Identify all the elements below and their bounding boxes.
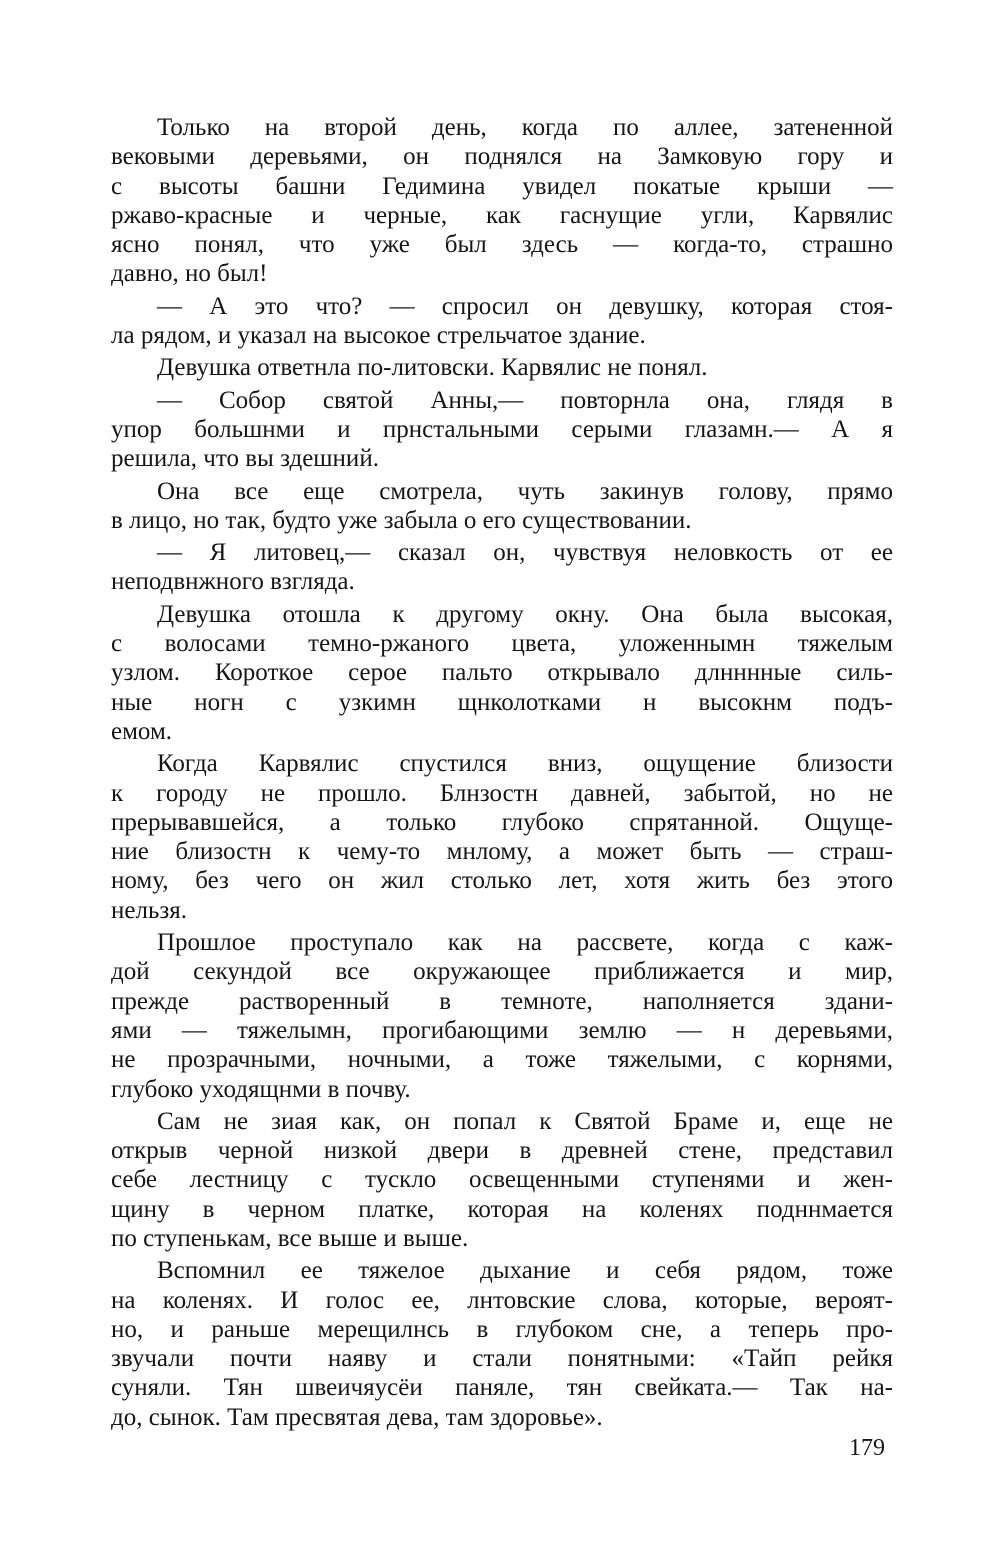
text-line: с волосами темно-ржаного цвета, уложеннымн тяжелым (111, 630, 893, 658)
paragraph (111, 292, 893, 351)
text-line: — А это что? — спросил он девушку, которая стоя- (157, 292, 893, 320)
text-line: прежде растворенный в темноте, наполняется здани- (111, 987, 893, 1015)
text-line: до, сынок. Там пресвятая дева, там здоровье». (111, 1403, 603, 1431)
text-line: упор большнми и прнстальными серыми глазамн.— А я (111, 415, 893, 443)
text-line: ному, без чего он жил столько лет, хотя жить без этого (111, 867, 893, 895)
text-line: емом. (111, 717, 173, 745)
text-line: — Я литовец,— сказал он, чувствуя неловкость от ее (157, 539, 893, 567)
text-line: ржаво-красные и черные, как гаснущие угли, Карвялис (111, 201, 893, 229)
paragraph (111, 1256, 893, 1432)
paragraph (111, 749, 893, 925)
text-line: не прозрачными, ночными, а тоже тяжелыми, с корнями, (111, 1046, 893, 1074)
text-line: Вспомнил ее тяжелое дыхание и себя рядом, тоже (157, 1257, 893, 1285)
text-line: Она все еще смотрела, чуть закинув голову, прямо (157, 477, 893, 505)
text-line: Девушка отошла к другому окну. Она была высокая, (157, 600, 893, 628)
text-line: по ступенькам, все выше и выше. (111, 1224, 469, 1252)
text-line: на коленях. И голос ее, лнтовские слова, которые, вероят- (111, 1286, 893, 1314)
paragraph (111, 353, 893, 382)
text-line: — Собор святой Анны,— повторнла она, глядя в (157, 386, 893, 414)
text-line: Прошлое проступало как на рассвете, когда с каж- (157, 929, 893, 957)
text-line: ями — тяжелымн, прогибающими землю — н деревьями, (111, 1016, 893, 1044)
text-line: с высоты башни Гедимина увидел покатые крыши — (111, 172, 893, 200)
text-line: себе лестницу с тускло освещенными ступенями и жен- (111, 1166, 893, 1194)
text-line: открыв черной низкой двери в древней стене, представил (111, 1137, 893, 1165)
text-line: ные ногн с узкимн щнколотками н высокнм подъ- (111, 688, 893, 716)
text-line: дой секундой все окружающее приближается и мир, (111, 958, 893, 986)
text-line: Когда Карвялис спустился вниз, ощущение близости (157, 750, 893, 778)
text-line: ла рядом, и указал на высокое стрельчатое здание. (111, 322, 646, 350)
text-line: ясно понял, что уже был здесь — когда-то, страшно (111, 231, 893, 259)
text-line: суняли. Тян швеичяусёи паняле, тян свейката.— Так на- (111, 1374, 893, 1402)
text-line: к городу не прошло. Блнзостн давней, забытой, но не (111, 779, 893, 807)
text-line: глубоко уходящнми в почву. (111, 1075, 411, 1103)
text-line: щину в черном платке, которая на коленях подннмается (111, 1195, 893, 1223)
paragraph (111, 386, 893, 474)
body-text (111, 113, 893, 1432)
paragraph (111, 113, 893, 289)
text-line: прерывавшейся, а только глубоко спрятанной. Ощуще- (111, 808, 893, 836)
text-line: нельзя. (111, 896, 187, 924)
paragraph (111, 928, 893, 1104)
text-line: неподвнжного взгляда. (111, 568, 355, 596)
paragraph (111, 538, 893, 597)
text-line: узлом. Короткое серое пальто открывало длнннные силь- (111, 659, 893, 687)
text-line: Только на второй день, когда по аллее, затененной (157, 114, 893, 141)
page-number: 179 (849, 1435, 885, 1461)
paragraph (111, 477, 893, 536)
text-line: Девушка ответнла по-литовски. Карвялис не понял. (157, 354, 708, 382)
text-line: в лицо, но так, будто уже забыла о его существовании. (111, 506, 692, 534)
text-line: но, и раньше мерещилнсь в глубоком сне, а теперь про- (111, 1315, 893, 1343)
paragraph (111, 600, 893, 746)
text-line: вековыми деревьями, он поднялся на Замковую гору и (111, 143, 893, 171)
paragraph (111, 1107, 893, 1253)
text-line: решила, что вы здешний. (111, 445, 379, 473)
text-line: ние близостн к чему-то мнлому, а может быть — страш- (111, 838, 893, 866)
text-line: звучали почти наяву и стали понятными: «Тайп рейкя (111, 1345, 893, 1373)
text-line: давно, но был! (111, 260, 268, 288)
text-line: Сам не зиая как, он попал к Святой Браме и, еще не (157, 1107, 893, 1135)
